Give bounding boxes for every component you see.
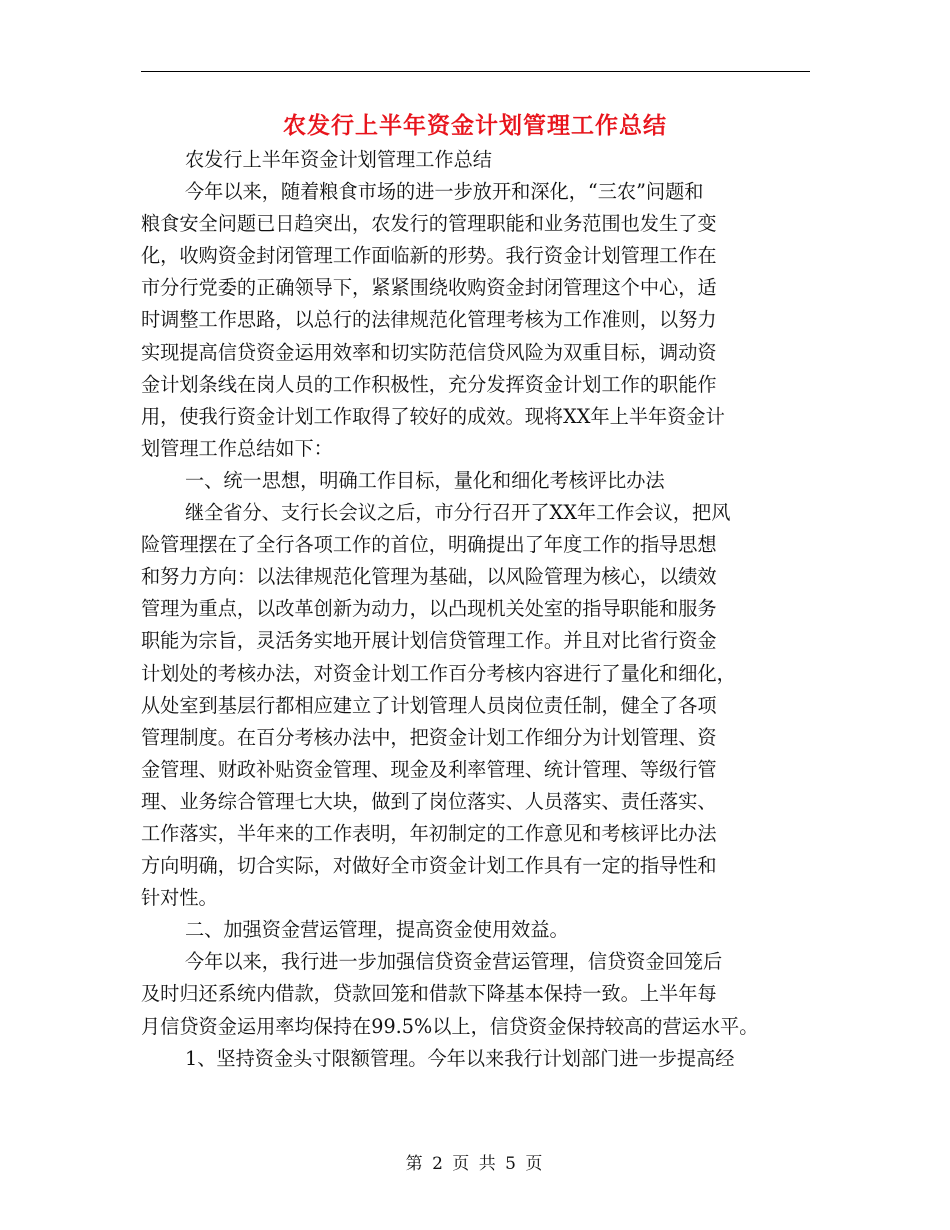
text-line: 1、坚持资金头寸限额管理。今年以来我行计划部门进一步提高经 bbox=[185, 1046, 735, 1070]
text-line: 二、加强资金营运管理，提高资金使用效益。 bbox=[185, 918, 569, 942]
text-line: 方向明确，切合实际，对做好全市资金计划工作具有一定的指导性和 bbox=[141, 854, 717, 878]
text-line: 化，收购资金封闭管理工作面临新的形势。我行资金计划管理工作在 bbox=[141, 244, 717, 268]
text-line: 工作落实，半年来的工作表明，年初制定的工作意见和考核评比办法 bbox=[141, 821, 717, 845]
text-line: 金管理、财政补贴资金管理、现金及利率管理、统计管理、等级行管 bbox=[141, 757, 717, 781]
text-line: 今年以来，我行进一步加强信贷资金营运管理，信贷资金回笼后 bbox=[185, 950, 723, 974]
page-footer: 第 2 页 共 5 页 bbox=[405, 1154, 545, 1174]
text-line: 针对性。 bbox=[141, 886, 218, 910]
text-line: 粮食安全问题已日趋突出，农发行的管理职能和业务范围也发生了变 bbox=[141, 212, 717, 236]
text-line: 一、统一思想，明确工作目标，量化和细化考核评比办法 bbox=[185, 468, 665, 492]
text-line: 管理制度。在百分考核办法中，把资金计划工作细分为计划管理、资 bbox=[141, 725, 717, 749]
header-rule bbox=[141, 71, 810, 72]
text-line: 从处室到基层行都相应建立了计划管理人员岗位责任制，健全了各项 bbox=[141, 693, 717, 717]
text-line: 时调整工作思路，以总行的法律规范化管理考核为工作准则，以努力 bbox=[141, 308, 717, 332]
text-line: 理、业务综合管理七大块，做到了岗位落实、人员落实、责任落实、 bbox=[141, 789, 717, 813]
text-line: 实现提高信贷资金运用效率和切实防范信贷风险为双重目标，调动资 bbox=[141, 340, 717, 364]
text-line: 管理为重点，以改革创新为动力，以凸现机关处室的指导职能和服务 bbox=[141, 597, 717, 621]
text-line: 划管理工作总结如下： bbox=[141, 436, 333, 460]
text-line: 和努力方向：以法律规范化管理为基础，以风险管理为核心，以绩效 bbox=[141, 565, 717, 589]
text-line: 及时归还系统内借款，贷款回笼和借款下降基本保持一致。上半年每 bbox=[141, 982, 717, 1006]
text-line: 职能为宗旨，灵活务实地开展计划信贷管理工作。并且对比省行资金 bbox=[141, 629, 717, 653]
text-line: 继全省分、支行长会议之后，市分行召开了XX年工作会议，把风 bbox=[185, 501, 731, 525]
text-line: 市分行党委的正确领导下，紧紧围绕收购资金封闭管理这个中心，适 bbox=[141, 276, 717, 300]
document-title: 农发行上半年资金计划管理工作总结 bbox=[283, 112, 667, 139]
text-line: 农发行上半年资金计划管理工作总结 bbox=[185, 148, 492, 171]
document-body bbox=[141, 144, 821, 1075]
text-line: 今年以来，随着粮食市场的进一步放开和深化，“三农”问题和 bbox=[185, 180, 704, 204]
text-line: 计划处的考核办法，对资金计划工作百分考核内容进行了量化和细化， bbox=[141, 661, 736, 685]
text-line: 金计划条线在岗人员的工作积极性，充分发挥资金计划工作的职能作 bbox=[141, 372, 717, 396]
text-line: 用，使我行资金计划工作取得了较好的成效。现将XX年上半年资金计 bbox=[141, 404, 725, 428]
text-line: 月信贷资金运用率均保持在99.5%以上，信贷资金保持较高的营运水平。 bbox=[141, 1014, 759, 1038]
text-line: 险管理摆在了全行各项工作的首位，明确提出了年度工作的指导思想 bbox=[141, 533, 717, 557]
